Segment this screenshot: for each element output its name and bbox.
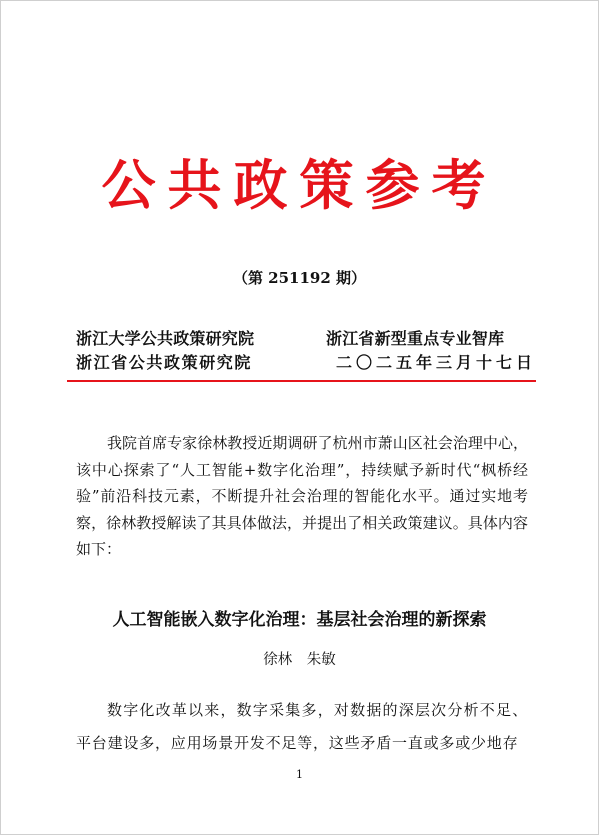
masthead-title: 公共政策参考: [101, 153, 498, 217]
publication-date: 二〇二五年三月十七日: [336, 353, 537, 372]
page-number: 1: [296, 768, 303, 781]
red-divider: [67, 380, 536, 382]
article-authors: 徐林 朱敏: [263, 652, 336, 668]
publisher-left-line1: 浙江大学公共政策研究院: [76, 329, 255, 348]
article-title: 人工智能嵌入数字化治理：基层社会治理的新探索: [112, 610, 487, 630]
intro-paragraph: 我院首席专家徐林教授近期调研了杭州市萧山区社会治理中心，该中心探索了“人工智能+数字化治理”，持续赋予新时代“枫桥经验”前沿科技元素，不断提升社会治理的智能化水平。通过实地考察，徐林教授解读了其具体做法，并提出了相关政策建议。具体内容如下：: [76, 434, 528, 558]
publisher-left-line2: 浙江省公共政策研究院: [76, 353, 253, 372]
publisher-right-line1: 浙江省新型重点专业智库: [326, 329, 505, 348]
article-body-paragraph: 数字化改革以来，数字采集多，对数据的深层次分析不足、平台建设多，应用场景开发不足等，这些矛盾一直或多或少地存: [76, 701, 528, 752]
issue-number: （第 251192 期）: [232, 269, 367, 287]
